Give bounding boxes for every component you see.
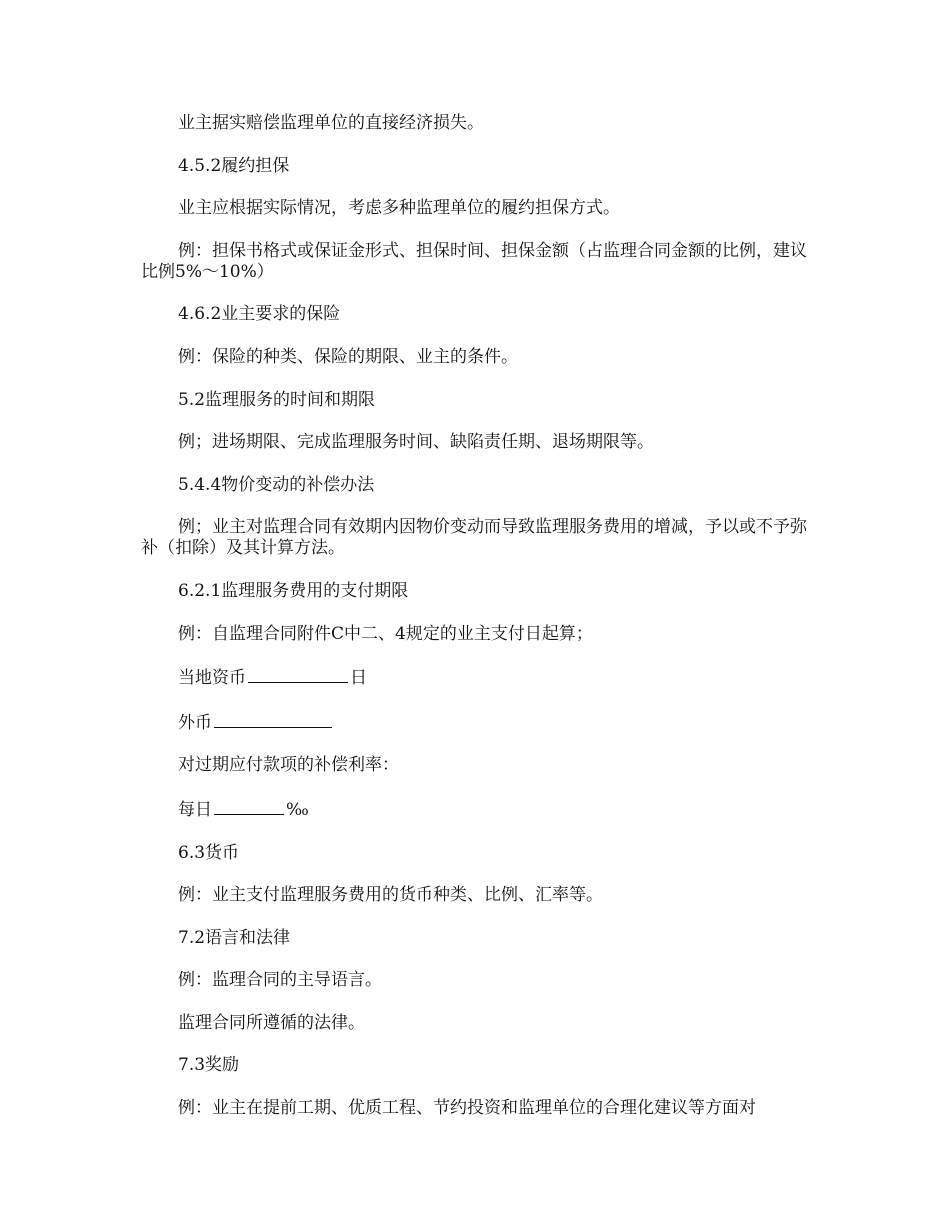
section-heading: 5.4.4物价变动的补偿办法	[178, 474, 375, 495]
paragraph: 例：监理合同的主导语言。	[178, 970, 382, 991]
paragraph: 例；进场期限、完成监理服务时间、缺陷责任期、退场期限等。	[178, 432, 654, 453]
blank-underline	[248, 666, 348, 683]
paragraph: 对过期应付款项的补偿利率：	[178, 755, 399, 776]
paragraph: 监理合同所遵循的法律。	[178, 1012, 365, 1033]
section-heading: 7.3奖励	[178, 1055, 240, 1076]
fill-in-label: 当地资币	[178, 668, 246, 689]
blank-underline	[214, 798, 284, 815]
fill-in-line-foreign-currency	[141, 711, 821, 734]
section-heading: 5.2监理服务的时间和期限	[178, 389, 376, 410]
fill-in-label: 外币	[178, 712, 212, 733]
fill-in-line-daily-rate	[141, 798, 821, 821]
fill-in-suffix: 日	[350, 668, 367, 689]
blank-underline	[214, 711, 332, 728]
paragraph: 例：保险的种类、保险的期限、业主的条件。	[178, 346, 518, 367]
fill-in-label: 每日	[178, 799, 212, 820]
paragraph: 例：担保书格式或保证金形式、担保时间、担保金额（占监理合同金额的比例，建议比例5%～10%）	[141, 240, 807, 282]
section-heading: 6.3货币	[178, 842, 240, 863]
section-heading: 7.2语言和法律	[178, 927, 291, 948]
fill-in-line-local-currency	[141, 666, 821, 689]
paragraph: 例：自监理合同附件C中二、4规定的业主支付日起算；	[178, 623, 593, 644]
paragraph: 例：业主在提前工期、优质工程、节约投资和监理单位的合理化建议等方面对	[178, 1098, 756, 1119]
document-body	[141, 113, 821, 1141]
section-heading: 4.5.2履约担保	[178, 155, 290, 176]
section-heading: 4.6.2业主要求的保险	[178, 304, 341, 325]
paragraph: 业主据实赔偿监理单位的直接经济损失。	[178, 113, 484, 133]
paragraph: 业主应根据实际情况，考虑多种监理单位的履约担保方式。	[178, 198, 620, 219]
fill-in-suffix: ‰	[286, 799, 309, 820]
paragraph: 例；业主对监理合同有效期内因物价变动而导致监理服务费用的增减，予以或不予弥补（扣除）及其计算方法。	[141, 517, 807, 559]
section-heading: 6.2.1监理服务费用的支付期限	[178, 580, 409, 601]
paragraph: 例：业主支付监理服务费用的货币种类、比例、汇率等。	[178, 885, 603, 906]
